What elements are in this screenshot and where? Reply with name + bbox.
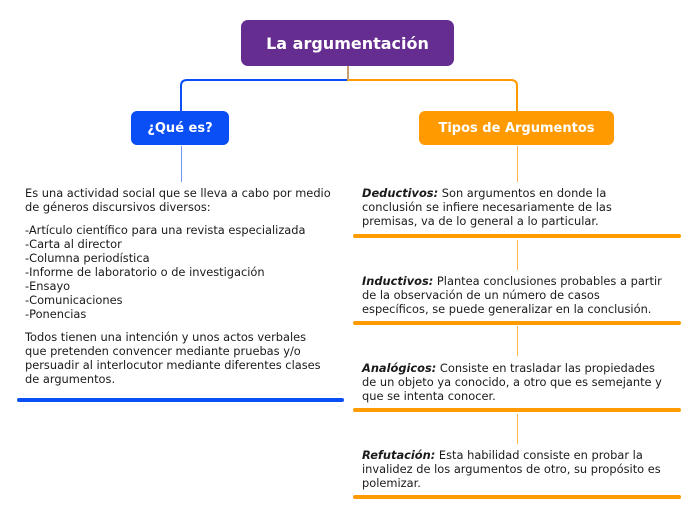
tipos-title: Tipos de Argumentos — [438, 120, 595, 136]
genre-item: -Ponencias — [25, 307, 87, 321]
connector-refutacion — [517, 414, 518, 444]
type-text: específicos, se puede generalizar en la conclusión. — [362, 302, 652, 316]
closing-line: que pretenden convencer mediante pruebas y/o — [25, 344, 301, 358]
type-text: Consiste en trasladar las propiedades — [436, 361, 655, 375]
que-es-underline — [17, 398, 344, 402]
que-es-node[interactable] — [131, 111, 229, 145]
type-text: Esta habilidad consiste en probar la — [435, 448, 643, 462]
type-text: premisas, va de lo general a lo particular. — [362, 214, 599, 228]
inductivos-underline — [353, 321, 681, 325]
type-term: Inductivos: — [362, 274, 434, 288]
root-title: La argumentación — [266, 33, 429, 53]
type-term: Refutación: — [362, 448, 436, 462]
root-node[interactable] — [241, 20, 454, 66]
connector-que-es — [181, 146, 182, 182]
type-text: de un objeto ya conocido, a otro que es semejante y — [362, 375, 662, 389]
connector-deductivos — [517, 146, 518, 182]
connector-analogicos — [517, 326, 518, 356]
type-inductivos[interactable] — [362, 274, 692, 316]
type-text: de la observación de un número de casos — [362, 288, 600, 302]
que-es-title: ¿Qué es? — [147, 120, 213, 136]
type-refutacion[interactable] — [362, 448, 692, 490]
refutacion-underline — [353, 495, 681, 499]
genre-item: -Artículo científico para una revista especializada — [25, 223, 306, 237]
connector-inductivos — [517, 240, 518, 270]
genre-item: -Informe de laboratorio o de investigación — [25, 265, 265, 279]
type-text: invalidez de los argumentos de otro, su propósito es — [362, 462, 661, 476]
type-text: conclusión se infiere necesariamente de las — [362, 200, 612, 214]
type-text: que se intenta conocer. — [362, 389, 496, 403]
genre-item: -Columna periodística — [25, 251, 150, 265]
genre-item: -Comunicaciones — [25, 293, 123, 307]
closing-line: persuadir al interlocutor mediante diferentes clases — [25, 358, 321, 372]
deductivos-underline — [353, 234, 681, 238]
type-text: polemizar. — [362, 476, 421, 490]
genre-item: -Carta al director — [25, 237, 122, 251]
closing-line: de argumentos. — [25, 372, 116, 386]
closing-line: Todos tienen una intención y unos actos verbales — [25, 330, 307, 344]
genre-item: -Ensayo — [25, 279, 71, 293]
intro-line: de géneros discursivos diversos: — [25, 200, 211, 214]
analogicos-underline — [353, 408, 681, 412]
tipos-argumentos-node[interactable] — [419, 111, 614, 145]
que-es-description[interactable] — [25, 186, 345, 386]
type-analogicos[interactable] — [362, 361, 692, 403]
intro-line: Es una actividad social que se lleva a cabo por medio — [25, 186, 331, 200]
type-deductivos[interactable] — [362, 186, 682, 228]
type-term: Analógicos: — [362, 361, 437, 375]
type-text: Son argumentos en donde la — [438, 186, 607, 200]
type-text: Plantea conclusiones probables a partir — [433, 274, 662, 288]
type-term: Deductivos: — [362, 186, 439, 200]
